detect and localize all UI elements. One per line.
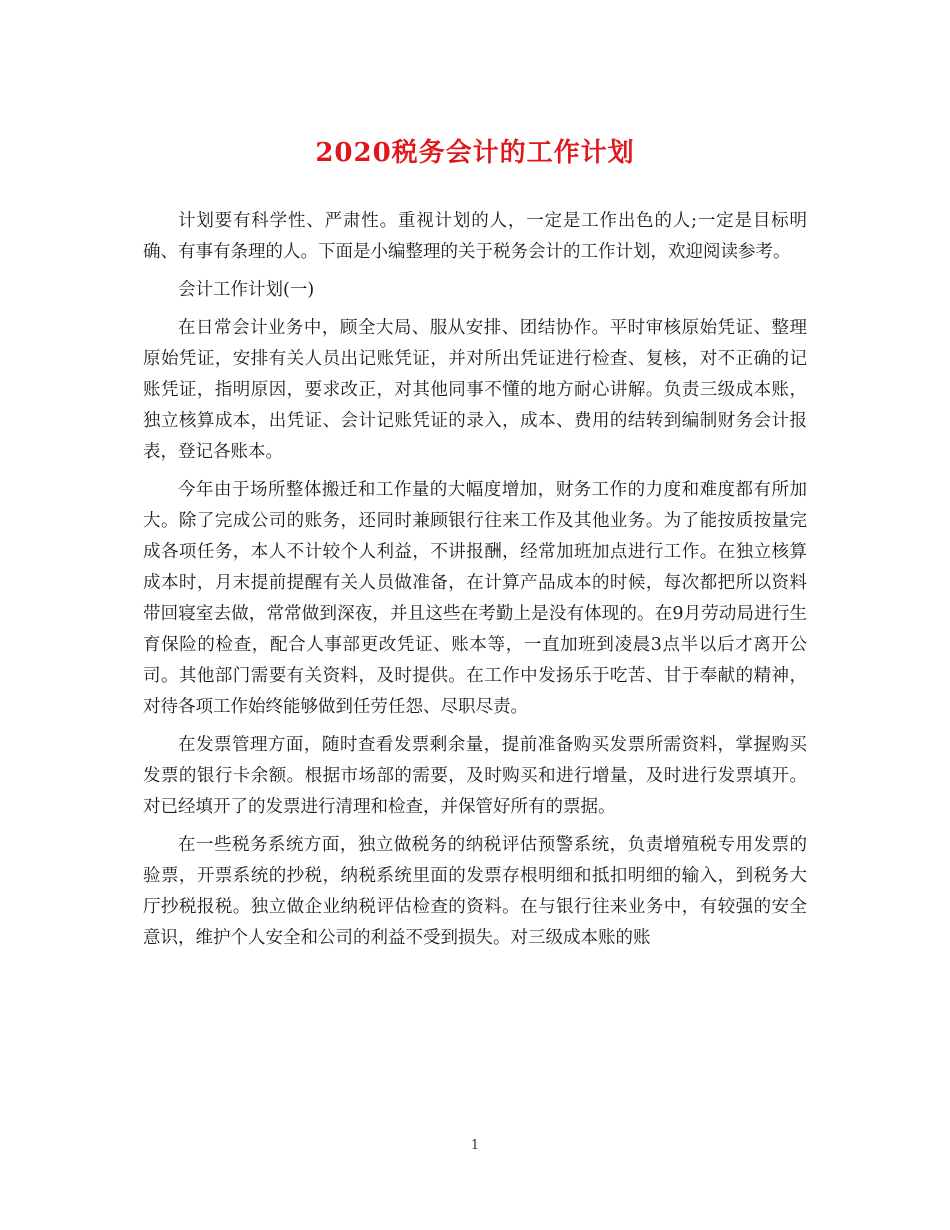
- section-heading: 会计工作计划(一): [178, 280, 315, 300]
- paragraph: 在日常会计业务中，顾全大局、服从安排、团结协作。平时审核原始凭证、整理原始凭证，安排有关人员出记账凭证，并对所出凭证进行检查、复核，对不正确的记账凭证，指明原因，要求改正，对其他同事不懂的地方耐心讲解。负责三级成本账，独立核算成本，出凭证、会计记账凭证的录入，成本、费用的结转到编制财务会计报表，登记各账本。: [143, 318, 807, 462]
- document-body: [143, 206, 807, 961]
- paragraph: 在发票管理方面，随时查看发票剩余量，提前准备购买发票所需资料，掌握购买发票的银行卡余额。根据市场部的需要，及时购买和进行增量，及时进行发票填开。对已经填开了的发票进行清理和检查，并保管好所有的票据。: [143, 735, 807, 817]
- paragraph: 今年由于场所整体搬迁和工作量的大幅度增加，财务工作的力度和难度都有所加大。除了完成公司的账务，还同时兼顾银行往来工作及其他业务。为了能按质按量完成各项任务，本人不计较个人利益，不讲报酬，经常加班加点进行工作。在独立核算成本时，月末提前提醒有关人员做准备，在计算产品成本的时候，每次都把所以资料带回寝室去做，常常做到深夜，并且这些在考勤上是没有体现的。在9月劳动局进行生育保险的检查，配合人事部更改凭证、账本等，一直加班到凌晨3点半以后才离开公司。其他部门需要有关资料，及时提供。在工作中发扬乐于吃苦、甘于奉献的精神，对待各项工作始终能够做到任劳任怨、尽职尽责。: [143, 480, 807, 717]
- page-number: 1: [470, 1138, 480, 1153]
- paragraph-intro: 计划要有科学性、严肃性。重视计划的人，一定是工作出色的人;一定是目标明确、有事有条理的人。下面是小编整理的关于税务会计的工作计划，欢迎阅读参考。: [143, 211, 807, 262]
- paragraph: 在一些税务系统方面，独立做税务的纳税评估预警系统，负责增殖税专用发票的验票，开票系统的抄税，纳税系统里面的发票存根明细和抵扣明细的输入，到税务大厅抄税报税。独立做企业纳税评估检查的资料。在与银行往来业务中，有较强的安全意识，维护个人安全和公司的利益不受到损失。对三级成本账的账: [143, 835, 807, 948]
- document-title: 2020税务会计的工作计划: [315, 138, 635, 168]
